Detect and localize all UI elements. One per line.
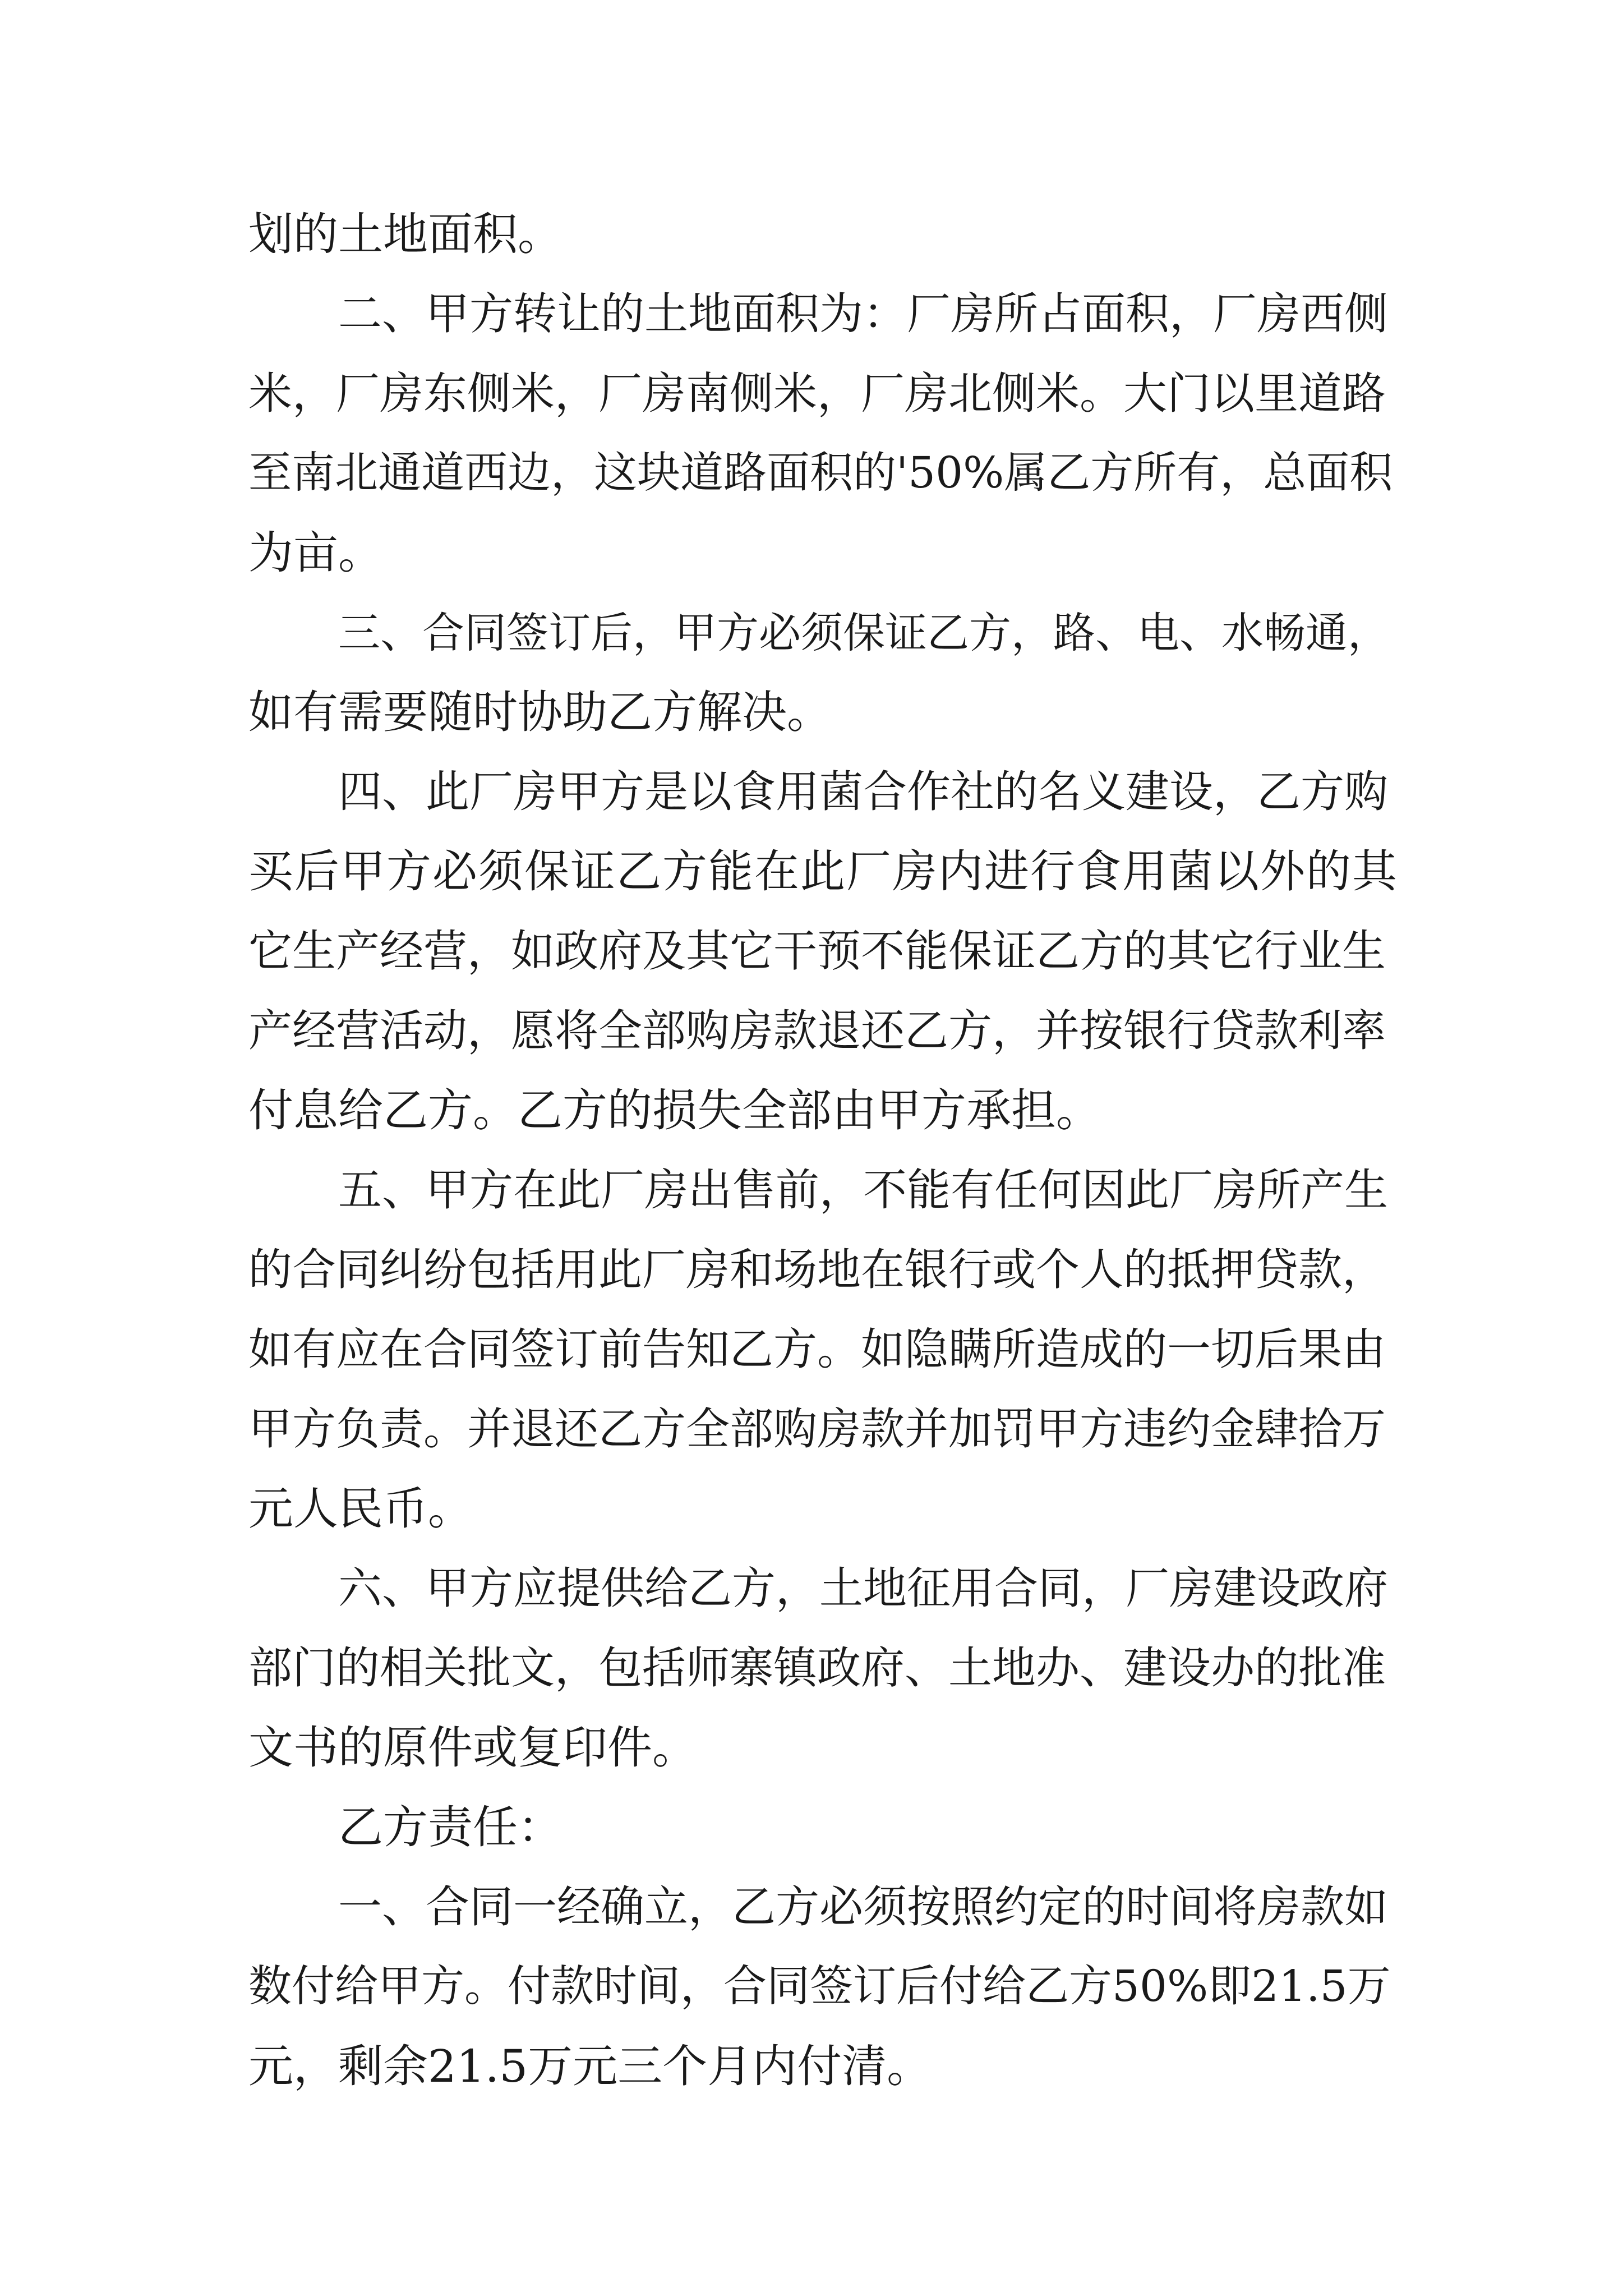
text-line: 元，剩余21.5万元三个月内付清。	[248, 2040, 932, 2092]
paragraph-line: 一、合同一经确立，乙方必须按照约定的时间将房款如	[338, 1882, 1389, 1932]
paragraph-line: 六、甲方应提供给乙方，土地征用合同，厂房建设政府	[338, 1563, 1389, 1614]
text-line: 划的土地面积。	[248, 208, 562, 260]
text-line: 部门的相关批文，包括师寨镇政府、土地办、建设办的批准	[248, 1643, 1386, 1694]
section-heading: 乙方责任：	[338, 1801, 562, 1853]
text-line: 甲方负责。并退还乙方全部购房款并加罚甲方违约金肆拾万	[248, 1404, 1386, 1455]
text-line: 米，厂房东侧米，厂房南侧米，厂房北侧米。大门以里道路	[248, 369, 1386, 419]
text-line: 的合同纠纷包括用此厂房和场地在银行或个人的抵押贷款，	[248, 1245, 1386, 1295]
text-line: 买后甲方必须保证乙方能在此厂房内进行食用菌以外的其	[248, 845, 1398, 898]
text-line: 元人民币。	[248, 1483, 473, 1535]
text-line: 为亩。	[248, 527, 383, 579]
text-line: 文书的原件或复印件。	[248, 1722, 697, 1774]
text-line: 如有应在合同签订前告知乙方。如隐瞒所造成的一切后果由	[248, 1324, 1386, 1375]
text-line: 如有需要随时协助乙方解决。	[248, 686, 832, 738]
text-line: 数付给甲方。付款时间，合同签订后付给乙方50%即21.5万	[248, 1962, 1391, 2012]
paragraph-line: 三、合同签订后，甲方必须保证乙方，路、电、水畅通，	[338, 608, 1390, 657]
paragraph-line: 四、此厂房甲方是以食用菌合作社的名义建设，乙方购	[338, 767, 1389, 817]
text-line: 至南北通道西边，这块道路面积的'50%属乙方所有，总面积	[248, 448, 1393, 498]
text-line: 付息给乙方。乙方的损失全部由甲方承担。	[248, 1084, 1101, 1137]
text-line: 产经营活动，愿将全部购房款退还乙方，并按银行贷款利率	[248, 1006, 1386, 1056]
paragraph-line: 二、甲方转让的土地面积为：厂房所占面积，厂房西侧	[338, 289, 1389, 339]
paragraph-line: 五、甲方在此厂房出售前，不能有任何因此厂房所产生	[338, 1165, 1389, 1216]
text-line: 它生产经营，如政府及其它干预不能保证乙方的其它行业生	[248, 926, 1386, 977]
